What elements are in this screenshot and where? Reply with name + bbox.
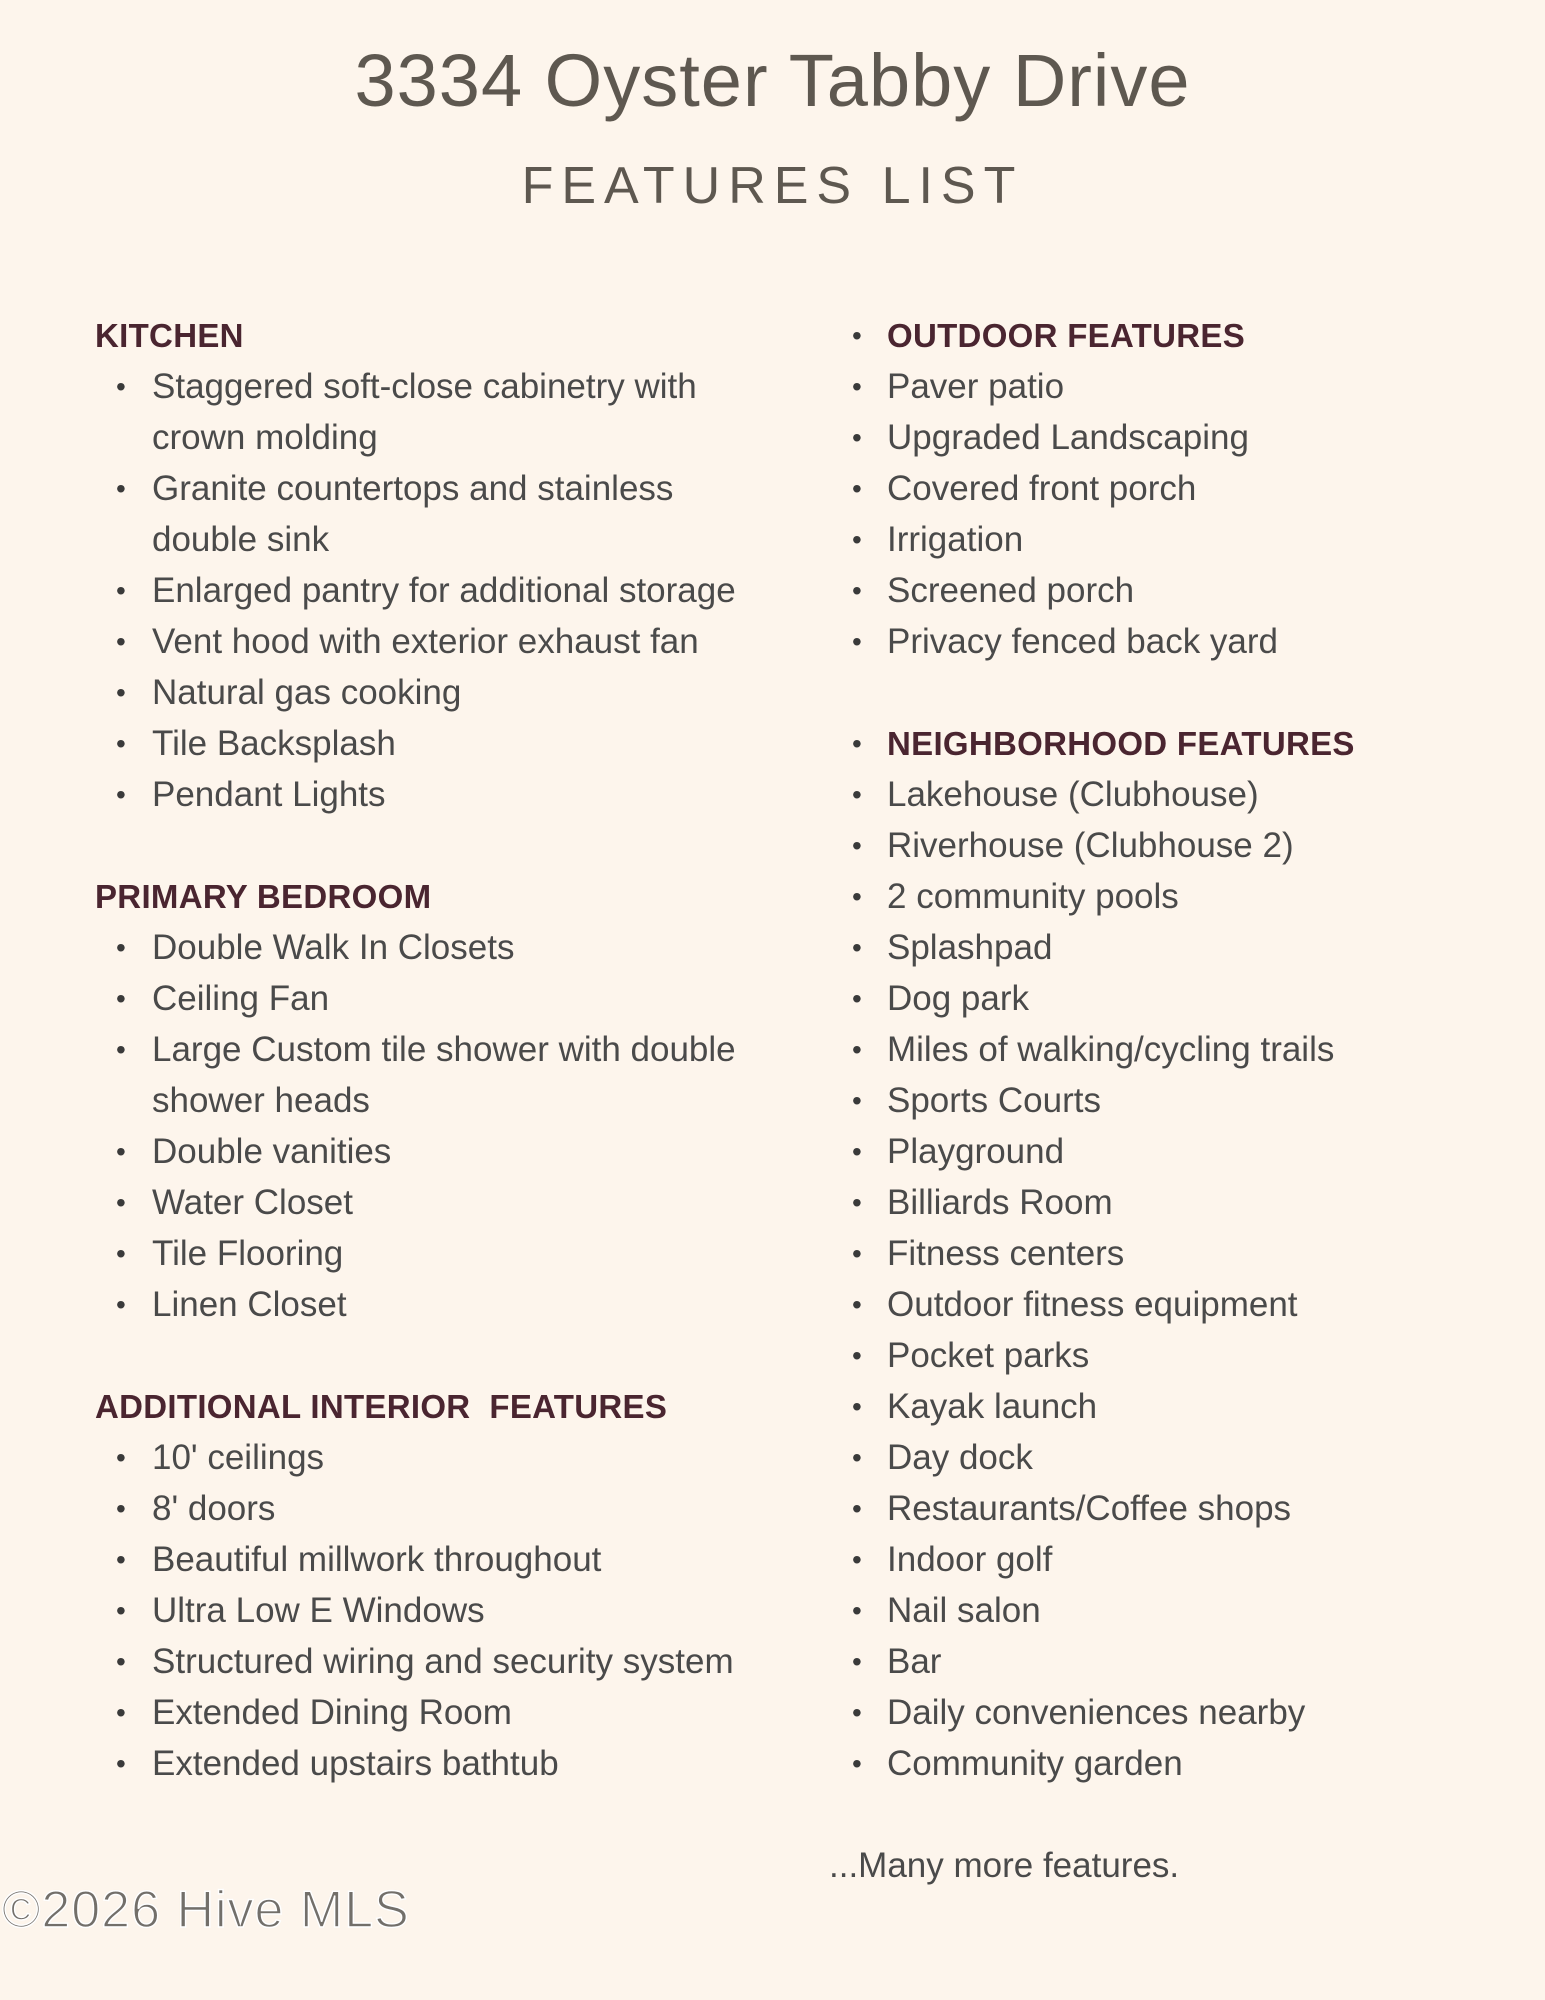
list-item: • Bar xyxy=(850,1636,1510,1687)
list-item: • Staggered soft-close cabinetry with crown molding xyxy=(95,361,775,463)
list-item: • Fitness centers xyxy=(850,1228,1510,1279)
list-item: • Double Walk In Closets xyxy=(95,922,775,973)
watermark: ©2026 Hive MLS xyxy=(2,1881,410,1939)
list-item: • 10' ceilings xyxy=(95,1432,775,1483)
list-item: • Community garden xyxy=(850,1738,1510,1789)
neighborhood-heading: • NEIGHBORHOOD FEATURES xyxy=(850,718,1510,769)
list-item: • Tile Backsplash xyxy=(95,718,775,769)
interior-list xyxy=(95,1432,775,1789)
list-item: • Natural gas cooking xyxy=(95,667,775,718)
list-item: • Extended Dining Room xyxy=(95,1687,775,1738)
page-title: 3334 Oyster Tabby Drive xyxy=(354,39,1191,122)
list-item: • Large Custom tile shower with double shower heads xyxy=(95,1024,775,1126)
list-item: • Lakehouse (Clubhouse) xyxy=(850,769,1510,820)
list-item: • Tile Flooring xyxy=(95,1228,775,1279)
list-item: • Beautiful millwork throughout xyxy=(95,1534,775,1585)
list-item: • Vent hood with exterior exhaust fan xyxy=(95,616,775,667)
primary-bedroom-heading: PRIMARY BEDROOM xyxy=(95,878,432,915)
list-item: • Pocket parks xyxy=(850,1330,1510,1381)
list-item: • Double vanities xyxy=(95,1126,775,1177)
outdoor-heading: • OUTDOOR FEATURES xyxy=(850,310,1510,361)
list-item: • 2 community pools xyxy=(850,871,1510,922)
list-item: • Irrigation xyxy=(850,514,1510,565)
page-subtitle: FEATURES LIST xyxy=(521,157,1024,215)
list-item: • Miles of walking/cycling trails xyxy=(850,1024,1510,1075)
list-item: • Restaurants/Coffee shops xyxy=(850,1483,1510,1534)
neighborhood-list xyxy=(850,769,1510,1789)
list-item: • Privacy fenced back yard xyxy=(850,616,1510,667)
primary-bedroom-list xyxy=(95,922,775,1330)
list-item: • Covered front porch xyxy=(850,463,1510,514)
list-item: • Screened porch xyxy=(850,565,1510,616)
right-column xyxy=(829,310,1510,1891)
kitchen-list xyxy=(95,361,775,820)
list-item: • Enlarged pantry for additional storage xyxy=(95,565,775,616)
list-item: • Ultra Low E Windows xyxy=(95,1585,775,1636)
list-item: • Linen Closet xyxy=(95,1279,775,1330)
left-column xyxy=(95,310,775,1789)
list-item: • Extended upstairs bathtub xyxy=(95,1738,775,1789)
list-item: • Daily conveniences nearby xyxy=(850,1687,1510,1738)
list-item: • Indoor golf xyxy=(850,1534,1510,1585)
list-item: • Sports Courts xyxy=(850,1075,1510,1126)
list-item: • Kayak launch xyxy=(850,1381,1510,1432)
more-features-note: ...Many more features. xyxy=(829,1846,1180,1885)
interior-heading: ADDITIONAL INTERIOR FEATURES xyxy=(95,1388,668,1425)
list-item: • Pendant Lights xyxy=(95,769,775,820)
list-item: • Splashpad xyxy=(850,922,1510,973)
list-item: • Structured wiring and security system xyxy=(95,1636,775,1687)
list-item: • Water Closet xyxy=(95,1177,775,1228)
kitchen-heading: KITCHEN xyxy=(95,317,244,354)
list-item: • 8' doors xyxy=(95,1483,775,1534)
list-item: • Billiards Room xyxy=(850,1177,1510,1228)
list-item: • Paver patio xyxy=(850,361,1510,412)
list-item: • Outdoor fitness equipment xyxy=(850,1279,1510,1330)
list-item: • Playground xyxy=(850,1126,1510,1177)
list-item: • Upgraded Landscaping xyxy=(850,412,1510,463)
list-item: • Granite countertops and stainless double sink xyxy=(95,463,775,565)
list-item: • Nail salon xyxy=(850,1585,1510,1636)
list-item: • Riverhouse (Clubhouse 2) xyxy=(850,820,1510,871)
list-item: • Ceiling Fan xyxy=(95,973,775,1024)
list-item: • Day dock xyxy=(850,1432,1510,1483)
list-item: • Dog park xyxy=(850,973,1510,1024)
outdoor-list xyxy=(850,361,1510,667)
